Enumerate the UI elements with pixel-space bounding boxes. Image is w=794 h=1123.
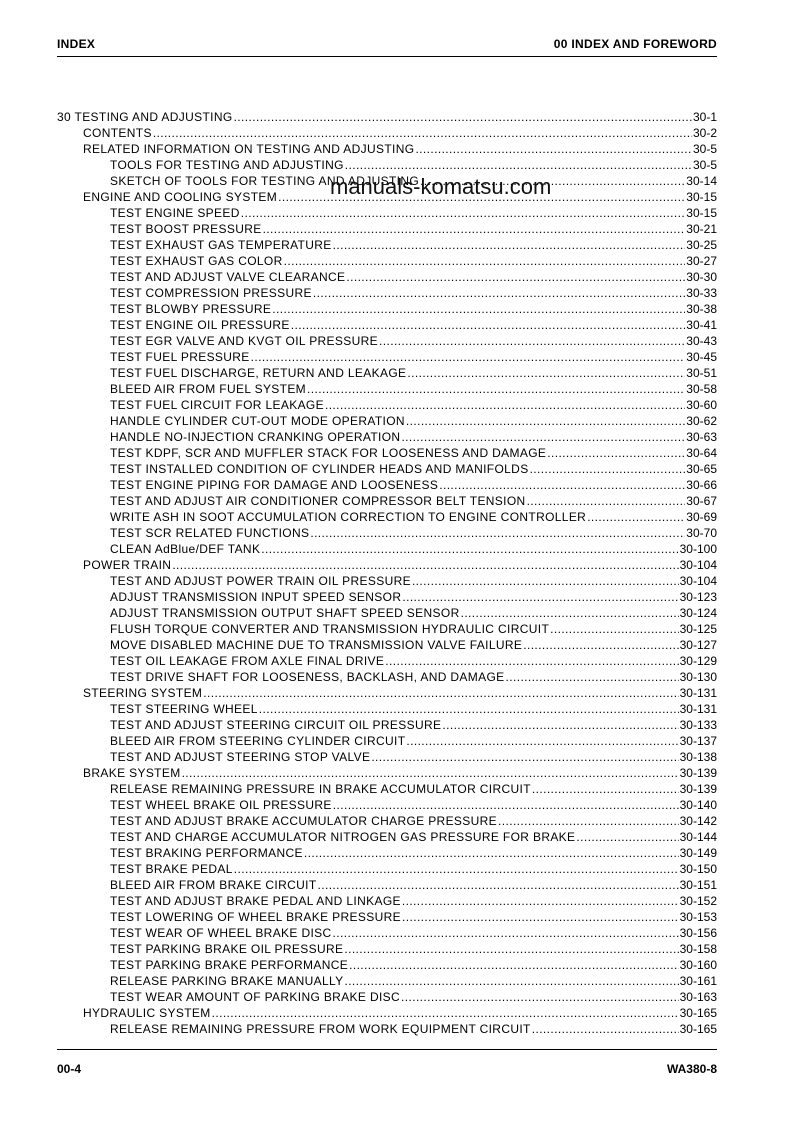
toc-entry-page: 30-138 (679, 750, 717, 764)
toc-entry-title: BRAKE SYSTEM (83, 766, 181, 780)
toc-entry-page: 30-142 (679, 814, 717, 828)
toc-entry-title: TEST AND ADJUST AIR CONDITIONER COMPRESSOR BELT TENSION (110, 494, 526, 508)
toc-entry-title: TEST AND ADJUST BRAKE ACCUMULATOR CHARGE PRESSURE (110, 814, 498, 828)
toc-entry-page: 30-51 (686, 366, 717, 380)
table-of-contents (57, 109, 717, 1037)
toc-entry (57, 589, 717, 605)
toc-entry (57, 781, 717, 797)
toc-entry (57, 941, 717, 957)
toc-entry (57, 253, 717, 269)
toc-leader-dots (547, 445, 685, 461)
toc-leader-dots (333, 925, 679, 941)
toc-entry-title: RELEASE REMAINING PRESSURE IN BRAKE ACCUMULATOR CIRCUIT (110, 782, 531, 796)
toc-leader-dots (415, 141, 692, 157)
toc-entry (57, 301, 717, 317)
toc-leader-dots (576, 829, 678, 845)
toc-entry (57, 957, 717, 973)
toc-entry (57, 989, 717, 1005)
toc-leader-dots (333, 797, 679, 813)
toc-entry (57, 237, 717, 253)
toc-entry-page: 30-140 (679, 798, 717, 812)
toc-entry (57, 797, 717, 813)
toc-entry-page: 30-15 (686, 190, 717, 204)
toc-entry-title: 30 TESTING AND ADJUSTING (57, 110, 233, 124)
toc-leader-dots (172, 557, 678, 573)
toc-leader-dots (318, 877, 679, 893)
toc-leader-dots (406, 733, 678, 749)
toc-leader-dots (263, 221, 686, 237)
toc-leader-dots (402, 909, 679, 925)
toc-leader-dots (313, 285, 685, 301)
toc-entry-page: 30-156 (679, 926, 717, 940)
toc-entry-title: TEST FUEL PRESSURE (110, 350, 250, 364)
toc-leader-dots (234, 861, 679, 877)
toc-entry (57, 525, 717, 541)
toc-entry-page: 30-27 (686, 254, 717, 268)
toc-entry-title: TEST AND ADJUST POWER TRAIN OIL PRESSURE (110, 574, 411, 588)
toc-entry-page: 30-25 (686, 238, 717, 252)
toc-leader-dots (371, 749, 678, 765)
toc-leader-dots (344, 941, 678, 957)
toc-leader-dots (402, 589, 678, 605)
toc-leader-dots (532, 781, 679, 797)
toc-entry-page: 30-69 (686, 510, 717, 524)
toc-entry (57, 717, 717, 733)
toc-entry-page: 30-165 (679, 1006, 717, 1020)
toc-leader-dots (530, 461, 686, 477)
toc-entry (57, 1021, 717, 1037)
toc-entry-title: WRITE ASH IN SOOT ACCUMULATION CORRECTION TO ENGINE CONTROLLER (110, 510, 587, 524)
toc-entry-page: 30-152 (679, 894, 717, 908)
toc-entry-title: BLEED AIR FROM BRAKE CIRCUIT (110, 878, 317, 892)
toc-entry-page: 30-131 (679, 686, 717, 700)
toc-entry (57, 509, 717, 525)
toc-entry (57, 813, 717, 829)
toc-entry (57, 573, 717, 589)
toc-leader-dots (333, 237, 686, 253)
toc-entry (57, 397, 717, 413)
toc-leader-dots (307, 381, 685, 397)
toc-leader-dots (261, 541, 678, 557)
toc-entry-title: TEST AND ADJUST VALVE CLEARANCE (110, 270, 346, 284)
toc-leader-dots (284, 253, 686, 269)
header-rule (57, 56, 717, 57)
toc-entry-page: 30-137 (679, 734, 717, 748)
toc-entry-page: 30-130 (679, 670, 717, 684)
toc-entry-page: 30-127 (679, 638, 717, 652)
toc-entry-title: HANDLE CYLINDER CUT-OUT MODE OPERATION (110, 414, 405, 428)
toc-entry-title: TEST FUEL DISCHARGE, RETURN AND LEAKAGE (110, 366, 407, 380)
toc-entry-page: 30-104 (679, 558, 717, 572)
toc-entry-title: TEST FUEL CIRCUIT FOR LEAKAGE (110, 398, 324, 412)
toc-entry-title: BLEED AIR FROM STEERING CYLINDER CIRCUIT (110, 734, 406, 748)
toc-leader-dots (259, 701, 679, 717)
toc-leader-dots (532, 1021, 679, 1037)
toc-entry-title: TEST ENGINE SPEED (110, 206, 240, 220)
toc-leader-dots (527, 493, 686, 509)
toc-entry-title: TEST EXHAUST GAS TEMPERATURE (110, 238, 332, 252)
toc-entry (57, 429, 717, 445)
toc-leader-dots (212, 1005, 679, 1021)
toc-leader-dots (550, 621, 679, 637)
toc-entry-title: ADJUST TRANSMISSION INPUT SPEED SENSOR (110, 590, 402, 604)
toc-entry-title: TEST DRIVE SHAFT FOR LOOSENESS, BACKLASH, AND DAMAGE (110, 670, 505, 684)
toc-entry-page: 30-5 (692, 142, 717, 156)
toc-entry-page: 30-65 (686, 462, 717, 476)
toc-leader-dots (310, 525, 685, 541)
toc-entry-page: 30-151 (679, 878, 717, 892)
toc-leader-dots (402, 893, 679, 909)
toc-entry (57, 557, 717, 573)
toc-entry-page: 30-139 (679, 766, 717, 780)
toc-entry (57, 1005, 717, 1021)
toc-entry-page: 30-45 (686, 350, 717, 364)
toc-entry-title: TEST BOOST PRESSURE (110, 222, 262, 236)
toc-entry-page: 30-33 (686, 286, 717, 300)
header-chapter-title: 00 INDEX AND FOREWORD (553, 37, 717, 51)
toc-leader-dots (401, 989, 679, 1005)
toc-entry (57, 861, 717, 877)
toc-entry-title: RELEASE REMAINING PRESSURE FROM WORK EQUIPMENT CIRCUIT (110, 1022, 531, 1036)
toc-entry-title: ADJUST TRANSMISSION OUTPUT SHAFT SPEED SENSOR (110, 606, 460, 620)
toc-entry-title: STEERING SYSTEM (83, 686, 203, 700)
toc-entry-page: 30-67 (686, 494, 717, 508)
toc-leader-dots (461, 605, 679, 621)
toc-entry (57, 381, 717, 397)
toc-entry-page: 30-2 (692, 126, 717, 140)
toc-entry-title: SKETCH OF TOOLS FOR TESTING AND ADJUSTING (110, 174, 420, 188)
toc-entry-title: TOOLS FOR TESTING AND ADJUSTING (110, 158, 344, 172)
toc-entry (57, 541, 717, 557)
toc-entry (57, 221, 717, 237)
toc-entry-page: 30-15 (686, 206, 717, 220)
toc-entry (57, 637, 717, 653)
page-number: 00-4 (57, 1062, 82, 1076)
toc-leader-dots (401, 429, 685, 445)
toc-entry-page: 30-150 (679, 862, 717, 876)
toc-entry-page: 30-64 (686, 446, 717, 460)
toc-entry-page: 30-100 (679, 542, 717, 556)
toc-entry (57, 141, 717, 157)
toc-entry (57, 605, 717, 621)
toc-entry (57, 317, 717, 333)
toc-entry (57, 877, 717, 893)
toc-entry-page: 30-133 (679, 718, 717, 732)
toc-entry-title: TEST EGR VALVE AND KVGT OIL PRESSURE (110, 334, 379, 348)
toc-entry-title: TEST WEAR AMOUNT OF PARKING BRAKE DISC (110, 990, 401, 1004)
toc-entry (57, 269, 717, 285)
toc-leader-dots (251, 349, 686, 365)
toc-entry (57, 205, 717, 221)
toc-entry (57, 621, 717, 637)
toc-leader-dots (182, 765, 679, 781)
toc-entry-title: TEST AND ADJUST STEERING STOP VALVE (110, 750, 371, 764)
toc-entry-title: TEST BLOWBY PRESSURE (110, 302, 272, 316)
toc-entry-title: TEST BRAKING PERFORMANCE (110, 846, 303, 860)
toc-entry-page: 30-66 (686, 478, 717, 492)
toc-entry (57, 909, 717, 925)
toc-entry-title: TEST COMPRESSION PRESSURE (110, 286, 312, 300)
toc-leader-dots (153, 125, 692, 141)
toc-entry (57, 845, 717, 861)
toc-entry-page: 30-149 (679, 846, 717, 860)
toc-leader-dots (203, 685, 678, 701)
toc-leader-dots (406, 413, 685, 429)
toc-leader-dots (234, 109, 692, 125)
toc-entry-page: 30-139 (679, 782, 717, 796)
toc-entry-page: 30-161 (679, 974, 717, 988)
toc-entry (57, 973, 717, 989)
toc-entry-title: TEST WEAR OF WHEEL BRAKE DISC (110, 926, 332, 940)
toc-leader-dots (506, 669, 679, 685)
toc-entry-page: 30-165 (679, 1022, 717, 1036)
toc-entry-title: TEST EXHAUST GAS COLOR (110, 254, 283, 268)
toc-leader-dots (407, 365, 685, 381)
toc-entry-page: 30-104 (679, 574, 717, 588)
footer-rule (57, 1049, 717, 1050)
toc-entry (57, 445, 717, 461)
toc-entry-title: TEST AND ADJUST STEERING CIRCUIT OIL PRESSURE (110, 718, 442, 732)
toc-entry-page: 30-58 (686, 382, 717, 396)
toc-entry-page: 30-14 (686, 174, 717, 188)
toc-entry-title: TEST AND CHARGE ACCUMULATOR NITROGEN GAS PRESSURE FOR BRAKE (110, 830, 576, 844)
toc-entry-page: 30-163 (679, 990, 717, 1004)
toc-entry-title: TEST PARKING BRAKE OIL PRESSURE (110, 942, 344, 956)
toc-entry-page: 30-5 (692, 158, 717, 172)
toc-entry-page: 30-1 (692, 110, 717, 124)
toc-entry (57, 493, 717, 509)
toc-entry-page: 30-30 (686, 270, 717, 284)
toc-entry-page: 30-63 (686, 430, 717, 444)
toc-entry (57, 925, 717, 941)
toc-entry-title: ENGINE AND COOLING SYSTEM (83, 190, 278, 204)
toc-entry (57, 333, 717, 349)
toc-entry-page: 30-160 (679, 958, 717, 972)
toc-entry-title: FLUSH TORQUE CONVERTER AND TRANSMISSION HYDRAULIC CIRCUIT (110, 622, 550, 636)
toc-leader-dots (412, 573, 679, 589)
toc-entry-title: RELEASE PARKING BRAKE MANUALLY (110, 974, 344, 988)
toc-entry-title: HANDLE NO-INJECTION CRANKING OPERATION (110, 430, 401, 444)
toc-leader-dots (345, 157, 692, 173)
toc-entry (57, 733, 717, 749)
toc-entry-title: BLEED AIR FROM FUEL SYSTEM (110, 382, 307, 396)
toc-entry (57, 893, 717, 909)
toc-entry-title: TEST LOWERING OF WHEEL BRAKE PRESSURE (110, 910, 402, 924)
toc-entry-title: TEST ENGINE PIPING FOR DAMAGE AND LOOSENESS (110, 478, 439, 492)
toc-entry (57, 413, 717, 429)
toc-leader-dots (385, 653, 678, 669)
toc-entry (57, 653, 717, 669)
toc-entry (57, 461, 717, 477)
toc-leader-dots (304, 845, 679, 861)
toc-entry (57, 749, 717, 765)
toc-leader-dots (325, 397, 685, 413)
toc-entry-title: TEST SCR RELATED FUNCTIONS (110, 526, 310, 540)
toc-entry-page: 30-158 (679, 942, 717, 956)
toc-entry-title: TEST BRAKE PEDAL (110, 862, 233, 876)
toc-leader-dots (439, 477, 685, 493)
toc-entry-page: 30-129 (679, 654, 717, 668)
toc-entry-title: TEST AND ADJUST BRAKE PEDAL AND LINKAGE (110, 894, 401, 908)
toc-leader-dots (291, 317, 686, 333)
toc-leader-dots (349, 957, 679, 973)
toc-entry (57, 765, 717, 781)
watermark-text: manuals-komatsu.com (330, 174, 552, 199)
toc-leader-dots (241, 205, 686, 221)
toc-entry-page: 30-144 (679, 830, 717, 844)
toc-entry-title: TEST INSTALLED CONDITION OF CYLINDER HEADS AND MANIFOLDS (110, 462, 529, 476)
header-section-label: INDEX (57, 37, 96, 51)
toc-leader-dots (346, 269, 685, 285)
toc-entry-title: TEST OIL LEAKAGE FROM AXLE FINAL DRIVE (110, 654, 385, 668)
toc-leader-dots (272, 301, 685, 317)
toc-entry-page: 30-60 (686, 398, 717, 412)
toc-entry (57, 669, 717, 685)
toc-leader-dots (498, 813, 679, 829)
toc-entry-title: HYDRAULIC SYSTEM (83, 1006, 211, 1020)
toc-entry-title: CONTENTS (83, 126, 152, 140)
toc-leader-dots (344, 973, 678, 989)
toc-entry-page: 30-125 (679, 622, 717, 636)
toc-entry (57, 157, 717, 173)
toc-entry-page: 30-70 (686, 526, 717, 540)
toc-entry (57, 685, 717, 701)
toc-entry (57, 349, 717, 365)
toc-entry-title: CLEAN AdBlue/DEF TANK (110, 542, 261, 556)
model-code: WA380-8 (666, 1062, 717, 1076)
toc-leader-dots (442, 717, 678, 733)
toc-entry-page: 30-38 (686, 302, 717, 316)
toc-entry-page: 30-124 (679, 606, 717, 620)
toc-entry-title: RELATED INFORMATION ON TESTING AND ADJUSTING (83, 142, 415, 156)
toc-entry-title: TEST KDPF, SCR AND MUFFLER STACK FOR LOOSENESS AND DAMAGE (110, 446, 547, 460)
toc-entry (57, 109, 717, 125)
toc-entry (57, 285, 717, 301)
toc-leader-dots (523, 637, 678, 653)
toc-entry-page: 30-62 (686, 414, 717, 428)
toc-entry-page: 30-153 (679, 910, 717, 924)
toc-entry-page: 30-41 (686, 318, 717, 332)
toc-entry (57, 701, 717, 717)
toc-entry-title: POWER TRAIN (83, 558, 172, 572)
toc-leader-dots (587, 509, 685, 525)
toc-entry (57, 365, 717, 381)
toc-entry (57, 829, 717, 845)
toc-entry-page: 30-123 (679, 590, 717, 604)
toc-entry-title: TEST WHEEL BRAKE OIL PRESSURE (110, 798, 332, 812)
toc-entry-title: TEST ENGINE OIL PRESSURE (110, 318, 290, 332)
toc-entry-title: MOVE DISABLED MACHINE DUE TO TRANSMISSION VALVE FAILURE (110, 638, 523, 652)
toc-entry-page: 30-131 (679, 702, 717, 716)
toc-entry-page: 30-43 (686, 334, 717, 348)
toc-entry-title: TEST STEERING WHEEL (110, 702, 258, 716)
toc-entry (57, 477, 717, 493)
toc-entry (57, 125, 717, 141)
toc-entry-title: TEST PARKING BRAKE PERFORMANCE (110, 958, 349, 972)
toc-entry-page: 30-21 (686, 222, 717, 236)
toc-leader-dots (379, 333, 685, 349)
